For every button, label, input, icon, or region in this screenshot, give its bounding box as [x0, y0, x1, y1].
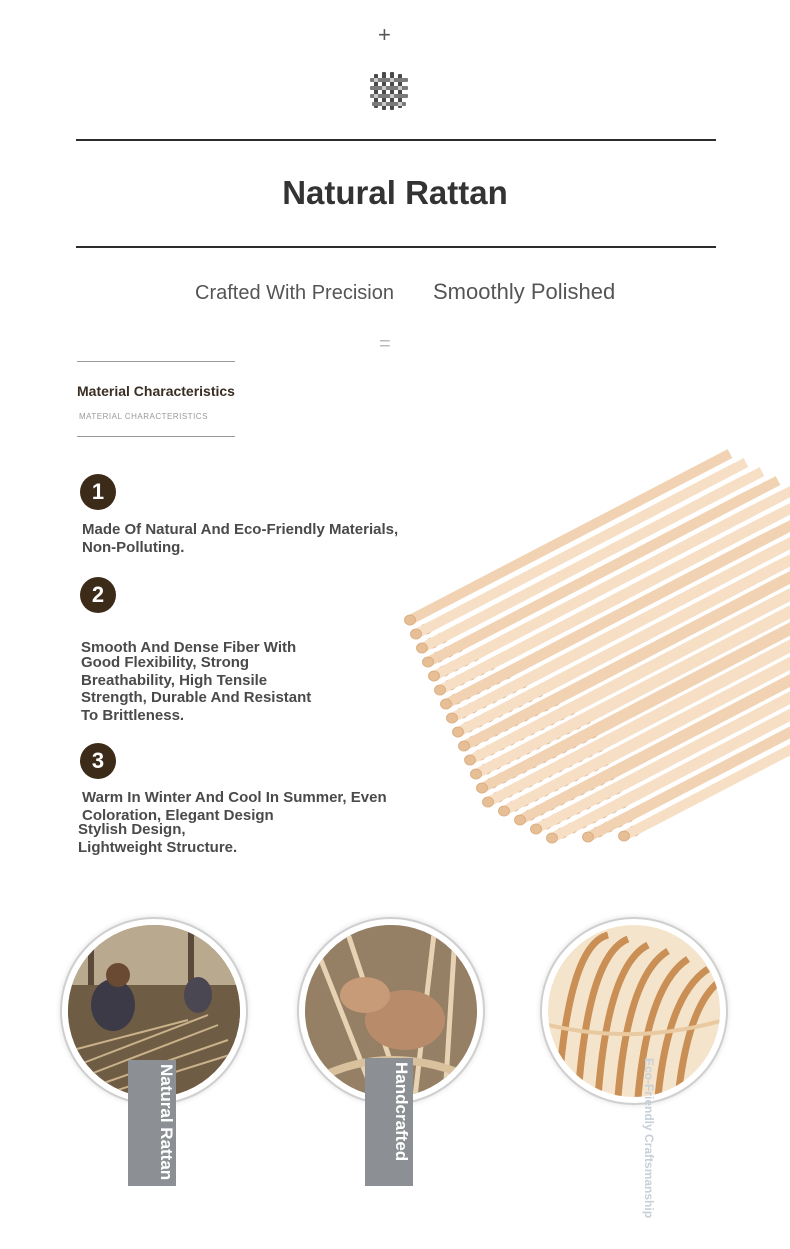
label-natural-rattan: [128, 1060, 176, 1186]
rattan-chair-photo: [548, 925, 720, 1097]
page-title: Natural Rattan: [282, 174, 508, 211]
feature-text-2: [81, 639, 311, 724]
rattan-stick-end: [619, 831, 630, 841]
feature-2-line-2: Good Flexibility, Strong: [81, 654, 250, 671]
rattan-stick-end: [471, 769, 482, 779]
rattan-stick-end: [459, 741, 470, 751]
divider-bottom: [76, 246, 716, 248]
label-natural-rattan-text: Natural Rattan: [157, 1064, 176, 1181]
rattan-stick-end: [447, 713, 458, 723]
rattan-stick-end: [429, 671, 440, 681]
feature-3-line-3: Stylish Design,: [78, 821, 186, 838]
feature-3-line-2: Coloration, Elegant Design: [82, 806, 274, 824]
rattan-stick-end: [441, 699, 452, 709]
feature-1-line-2: Non-Polluting.: [82, 538, 185, 556]
mc-line-top: [77, 361, 235, 362]
feature-1-line-1: Made Of Natural And Eco-Friendly Materials,: [82, 521, 399, 538]
rattan-stick-end: [453, 727, 464, 737]
equals-symbol: =: [379, 333, 391, 355]
material-characteristics-block: [77, 360, 235, 438]
rattan-stick-end: [547, 833, 558, 843]
material-characteristics-subheading: MATERIAL CHARACTERISTICS: [79, 412, 208, 421]
number-badge-3: 3: [80, 743, 116, 779]
rattan-sticks-image: [395, 445, 790, 845]
feature-text-3b: [78, 821, 237, 856]
subtitle-crafted: Crafted With Precision: [195, 282, 394, 304]
gallery-circle-eco: [540, 917, 728, 1105]
rattan-stick-end: [515, 815, 526, 825]
divider-top: [76, 139, 716, 141]
feature-2-line-3: Breathability, High Tensile: [81, 671, 268, 689]
rattan-stick-end: [477, 783, 488, 793]
plus-symbol: +: [378, 22, 391, 47]
rattan-stick-end: [423, 657, 434, 667]
rattan-stick-end: [411, 629, 422, 639]
material-characteristics-heading: Material Characteristics: [77, 383, 235, 399]
feature-text-3a: [82, 789, 387, 824]
rattan-stick-end: [483, 797, 494, 807]
label-eco-text: Eco-Friendly Craftsmanship: [642, 1058, 656, 1219]
rattan-stick-end: [435, 685, 446, 695]
feature-3-line-1: Warm In Winter And Cool In Summer, Even: [82, 789, 387, 806]
number-badge-1: 1: [80, 474, 116, 510]
subtitle-polished: Smoothly Polished: [433, 279, 616, 304]
mc-line-bottom: [77, 436, 235, 437]
label-handcrafted: [365, 1058, 413, 1186]
rattan-stick-end: [465, 755, 476, 765]
rattan-stick-end: [499, 806, 510, 816]
feature-2-line-4: Strength, Durable And Resistant: [81, 689, 312, 706]
rattan-stick-end: [583, 832, 594, 842]
rattan-stick-end: [405, 615, 416, 625]
feature-text-1: [82, 521, 398, 556]
number-badge-2: 2: [80, 577, 116, 613]
rattan-stick-end: [417, 643, 428, 653]
feature-2-line-1: Smooth And Dense Fiber With: [81, 639, 297, 656]
feature-2-line-5: To Brittleness.: [81, 706, 185, 724]
label-eco: [642, 1058, 662, 1236]
rattan-stick-end: [531, 824, 542, 834]
weave-pattern-icon: [368, 70, 410, 112]
label-handcrafted-text: Handcrafted: [392, 1062, 411, 1162]
feature-3-line-4: Lightweight Structure.: [78, 838, 238, 856]
